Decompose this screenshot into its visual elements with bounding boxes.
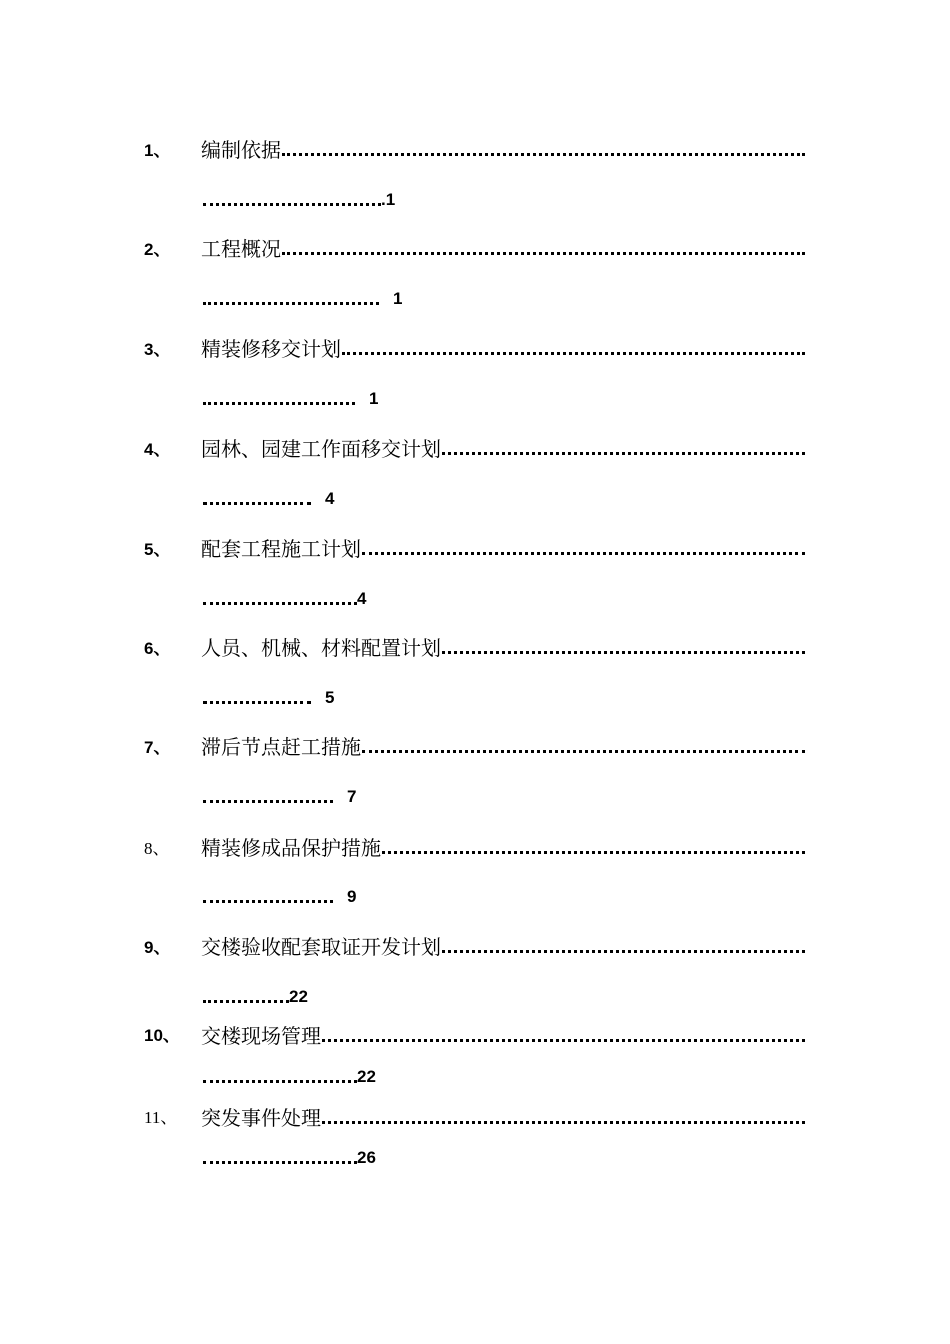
toc-entry-title-line (201, 137, 805, 163)
toc-entry-page-line (203, 587, 366, 611)
toc-entry-title: 交楼现场管理 (201, 1024, 321, 1048)
toc-entry-title-line (201, 734, 805, 760)
toc-entry-title-line (201, 835, 805, 861)
dot-leader (203, 502, 311, 505)
toc-entry[interactable] (0, 137, 950, 247)
toc-entry-title-line (201, 536, 805, 562)
toc-entry-number: 2、 (144, 240, 171, 259)
toc-entry-page-number: 22 (289, 987, 308, 1006)
toc-entry-page-line (203, 487, 334, 511)
toc-entry[interactable] (0, 835, 950, 945)
toc-entry-page-number: 1 (369, 389, 379, 408)
toc-entry-title-line (201, 236, 805, 262)
dot-leader (362, 552, 805, 555)
toc-entry-title-line (201, 336, 805, 362)
toc-entry-page-number: 26 (357, 1148, 376, 1167)
toc-entry-title: 人员、机械、材料配置计划 (201, 636, 441, 660)
toc-entry-title: 编制依据 (201, 138, 281, 162)
toc-entry-number: 6、 (144, 639, 171, 658)
toc-entry-number: 4、 (144, 440, 171, 459)
toc-entry-number: 3、 (144, 340, 171, 359)
toc-entry-title: 工程概况 (201, 237, 281, 261)
toc-entry-page-number: 4 (357, 589, 367, 608)
toc-entry-number: 7、 (144, 738, 171, 757)
toc-entry-title-line (201, 1105, 805, 1131)
toc-entry-page-line (203, 1065, 376, 1089)
toc-entry-page-number: 4 (325, 489, 335, 508)
dot-leader (442, 452, 805, 455)
dot-leader (382, 851, 805, 854)
dot-leader (442, 651, 805, 654)
toc-entry-page-line (203, 985, 308, 1009)
toc-entry[interactable] (0, 1105, 950, 1215)
toc-entry-page-number: 22 (357, 1067, 376, 1086)
toc-entry-title-line (201, 1023, 805, 1049)
dot-leader (203, 1000, 289, 1003)
dot-leader (203, 302, 379, 305)
toc-entry-page-line (203, 1146, 376, 1170)
toc-entry-number: 9、 (144, 938, 171, 957)
toc-entry-number: 11、 (144, 1108, 178, 1127)
dot-leader (203, 1080, 357, 1083)
toc-entry[interactable] (0, 236, 950, 346)
toc-entry-title: 交楼验收配套取证开发计划 (201, 935, 441, 959)
dot-leader (203, 701, 311, 704)
dot-leader (342, 352, 805, 355)
dot-leader (282, 252, 805, 255)
toc-entry-title: 突发事件处理 (201, 1106, 321, 1130)
toc-entry-page-line (203, 785, 356, 809)
toc-entry-page-line (203, 188, 395, 212)
dot-leader (203, 203, 381, 206)
toc-entry[interactable] (0, 734, 950, 844)
toc-entry-page-number: 7 (347, 787, 357, 806)
dot-leader (282, 153, 805, 156)
toc-entry-number: 5、 (144, 540, 171, 559)
toc-entry-title: 精装修成品保护措施 (201, 836, 381, 860)
dot-leader (203, 900, 333, 903)
toc-entry-number: 8、 (144, 839, 170, 858)
toc-entry-page-number: 5 (325, 688, 335, 707)
toc-entry-page-line (203, 686, 334, 710)
toc-entry-page-number: 1 (393, 289, 403, 308)
toc-entry-title: 滞后节点赶工措施 (201, 735, 361, 759)
dot-leader (203, 402, 355, 405)
toc-entry-title: 配套工程施工计划 (201, 537, 361, 561)
toc-entry-page-line (203, 885, 356, 909)
toc-entry-title-line (201, 934, 805, 960)
toc-entry-title-line (201, 436, 805, 462)
dot-leader (203, 602, 357, 605)
toc-entry-page-line (203, 387, 378, 411)
toc-entry-title: 精装修移交计划 (201, 337, 341, 361)
toc-entry[interactable] (0, 536, 950, 646)
toc-entry-number: 10、 (144, 1026, 180, 1045)
toc-entry-page-line (203, 287, 402, 311)
dot-leader (203, 1161, 357, 1164)
dot-leader (322, 1039, 805, 1042)
dot-leader (322, 1121, 805, 1124)
toc-entry-number: 1、 (144, 141, 171, 160)
dot-leader (203, 800, 333, 803)
dot-leader (362, 750, 805, 753)
toc-entry[interactable] (0, 436, 950, 546)
toc-entry-title-line (201, 635, 805, 661)
dot-leader (442, 950, 805, 953)
toc-entry-page-number: .1 (381, 190, 396, 209)
toc-entry-page-number: 9 (347, 887, 357, 906)
toc-entry[interactable] (0, 336, 950, 446)
toc-entry[interactable] (0, 635, 950, 745)
toc-entry-title: 园林、园建工作面移交计划 (201, 437, 441, 461)
